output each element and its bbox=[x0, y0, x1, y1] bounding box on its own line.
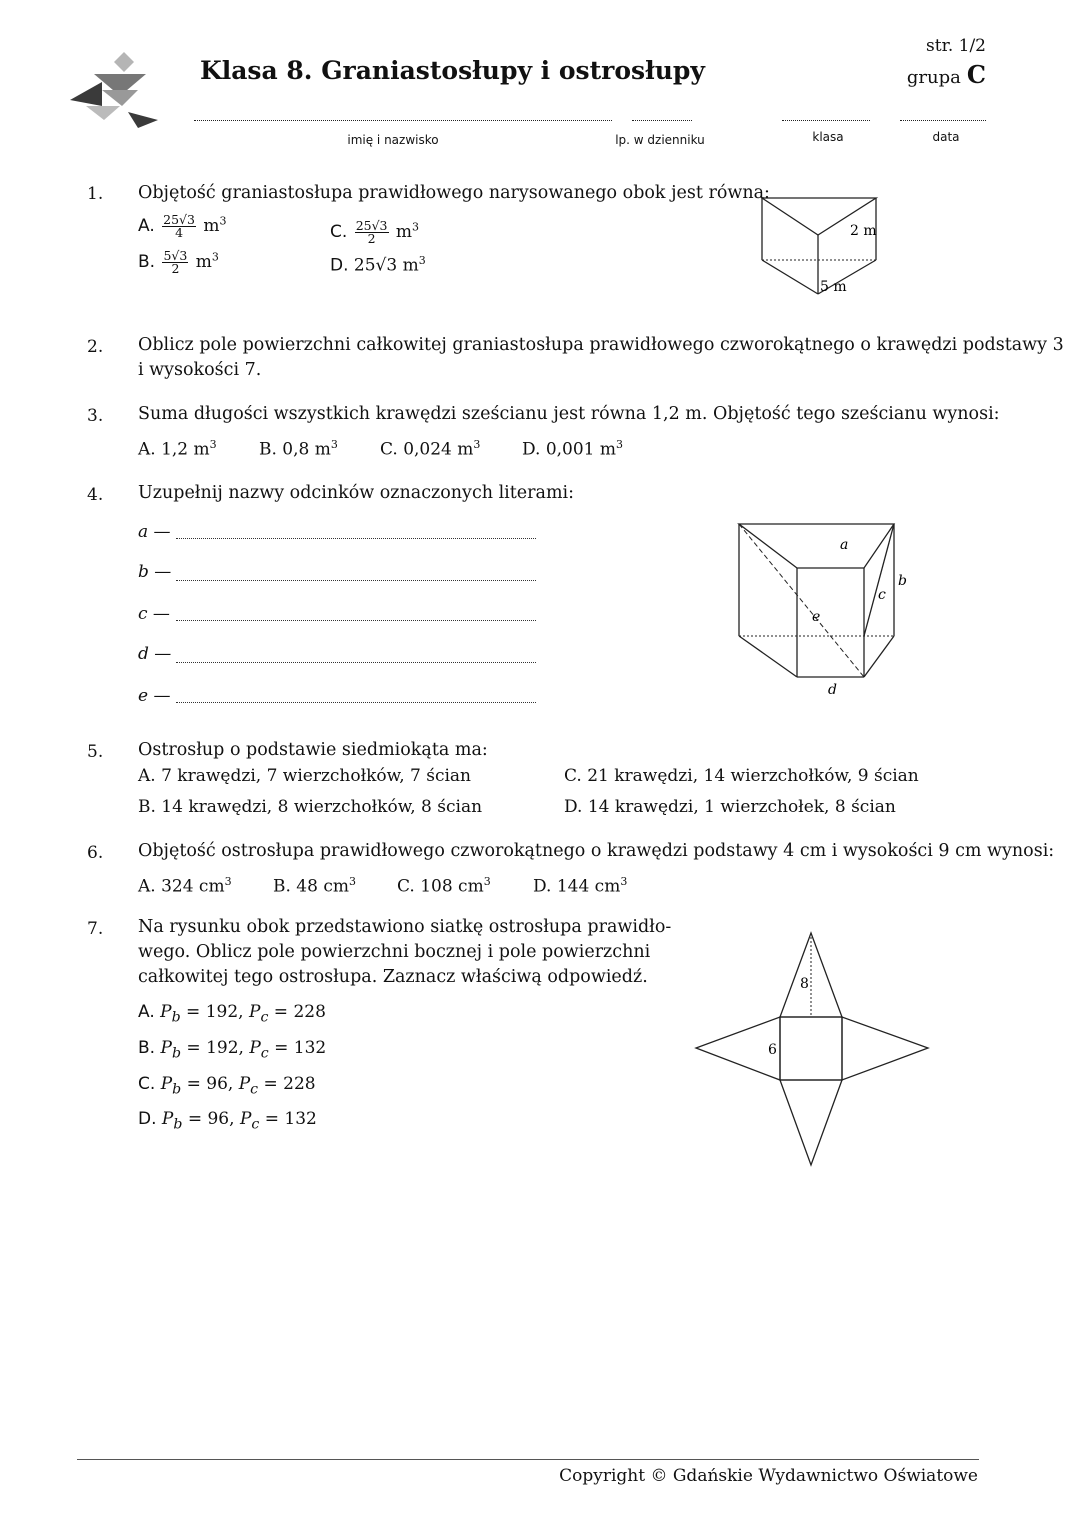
q4-item-b-field[interactable] bbox=[176, 580, 536, 581]
q1-prism-figure bbox=[752, 190, 892, 300]
q3-answer-c[interactable]: C. 0,024 $m^3$ bbox=[380, 438, 481, 460]
date-field-label: data bbox=[932, 130, 960, 144]
q7-line3: całkowitej tego ostrosłupa. Zaznacz właściwą odpowiedź. bbox=[138, 967, 648, 987]
group-value: C bbox=[966, 60, 986, 89]
q1-text: Objętość graniastosłupa prawidłowego narysowanego obok jest równa: bbox=[138, 183, 770, 203]
q7-line1: Na rysunku obok przedstawiono siatkę ostrosłupa prawidło- bbox=[138, 917, 672, 937]
class-field[interactable] bbox=[782, 120, 870, 121]
q7-side-label: 6 bbox=[768, 1042, 777, 1058]
q1-base-label: 5 m bbox=[820, 279, 847, 295]
q3-number: 3. bbox=[87, 406, 104, 426]
q1-height-label: 2 m bbox=[850, 223, 877, 239]
q6-number: 6. bbox=[87, 843, 104, 863]
q3-text: Suma długości wszystkich krawędzi sześcianu jest równa 1,2 m. Objętość tego sześcianu wynosi: bbox=[138, 404, 1000, 424]
date-field[interactable] bbox=[900, 120, 986, 121]
q7-line2: wego. Oblicz pole powierzchni bocznej i pole powierzchni bbox=[138, 942, 651, 962]
q2-line2: i wysokości 7. bbox=[138, 360, 262, 380]
q4-item-c-field[interactable] bbox=[176, 620, 536, 621]
q5-text: Ostrosłup o podstawie siedmiokąta ma: bbox=[138, 740, 488, 760]
name-field[interactable] bbox=[194, 120, 612, 121]
register-number-field[interactable] bbox=[632, 120, 692, 121]
group-label: grupa bbox=[906, 67, 961, 88]
q5-number: 5. bbox=[87, 742, 104, 762]
q5-answer-b[interactable]: B. 14 krawędzi, 8 wierzchołków, 8 ścian bbox=[138, 797, 483, 817]
class-field-label: klasa bbox=[812, 130, 844, 144]
q7-answer-a[interactable]: A. $P_b = 192$, $P_c = 228$ bbox=[138, 1002, 326, 1026]
q4-item-a-label: a — bbox=[138, 522, 171, 542]
q6-answer-b[interactable]: B. 48 $cm^3$ bbox=[273, 875, 356, 897]
q5-answer-a[interactable]: A. 7 krawędzi, 7 wierzchołków, 7 ścian bbox=[138, 766, 471, 786]
q4-item-a-field[interactable] bbox=[176, 538, 536, 539]
q4-number: 4. bbox=[87, 485, 104, 505]
q6-answer-a[interactable]: A. 324 $cm^3$ bbox=[138, 875, 232, 897]
copyright-footer: Copyright © Gdańskie Wydawnictwo Oświatowe bbox=[559, 1466, 978, 1486]
q1-answer-b[interactable]: B. $\frac{5√3}{2}$ $m^3$ bbox=[138, 248, 219, 276]
q4-item-c-label: c — bbox=[138, 604, 170, 624]
q4-item-e-field[interactable] bbox=[176, 702, 536, 703]
q5-answer-c[interactable]: C. 21 krawędzi, 14 wierzchołków, 9 ścian bbox=[564, 766, 919, 786]
q7-number: 7. bbox=[87, 919, 104, 939]
publisher-logo bbox=[68, 50, 160, 130]
q4-label-e: e bbox=[812, 609, 821, 625]
q4-label-a: a bbox=[840, 537, 849, 553]
q4-label-c: c bbox=[878, 587, 886, 603]
q4-item-d-field[interactable] bbox=[176, 662, 536, 663]
q4-item-b-label: b — bbox=[138, 562, 172, 582]
name-field-label: imię i nazwisko bbox=[347, 133, 439, 147]
q3-answer-a[interactable]: A. 1,2 $m^3$ bbox=[138, 438, 217, 460]
q2-line1: Oblicz pole powierzchni całkowitej graniastosłupa prawidłowego czworokątnego o krawędzi podstawy 3 bbox=[138, 335, 1064, 355]
q4-text: Uzupełnij nazwy odcinków oznaczonych literami: bbox=[138, 483, 575, 503]
q7-answer-d[interactable]: D. $P_b = 96$, $P_c = 132$ bbox=[138, 1109, 317, 1133]
q1-answer-c[interactable]: C. $\frac{25√3}{2}$ $m^3$ bbox=[330, 218, 420, 246]
q1-answer-a[interactable]: A. $\frac{25√3}{4}$ $m^3$ bbox=[138, 212, 227, 240]
q6-text: Objętość ostrosłupa prawidłowego czworokątnego o krawędzi podstawy 4 cm i wysokości 9 cm wynosi: bbox=[138, 841, 1055, 861]
q4-prism-figure bbox=[730, 515, 920, 695]
q7-answer-b[interactable]: B. $P_b = 192$, $P_c = 132$ bbox=[138, 1038, 327, 1062]
register-number-label: lp. w dzienniku bbox=[615, 133, 705, 147]
worksheet-title: Klasa 8. Graniastosłupy i ostrosłupy bbox=[200, 56, 705, 85]
q6-answer-c[interactable]: C. 108 $cm^3$ bbox=[397, 875, 491, 897]
q3-answer-d[interactable]: D. 0,001 $m^3$ bbox=[522, 438, 624, 460]
q3-answer-b[interactable]: B. 0,8 $m^3$ bbox=[259, 438, 338, 460]
q1-number: 1. bbox=[87, 184, 104, 204]
q1-answer-d[interactable]: D. 25√3 $m^3$ bbox=[330, 254, 426, 276]
q7-pyramid-net-figure bbox=[690, 925, 935, 1170]
q5-answer-d[interactable]: D. 14 krawędzi, 1 wierzchołek, 8 ścian bbox=[564, 797, 896, 817]
q4-label-b: b bbox=[898, 573, 907, 589]
q2-number: 2. bbox=[87, 337, 104, 357]
q4-item-e-label: e — bbox=[138, 686, 171, 706]
q7-answer-c[interactable]: C. $P_b = 96$, $P_c = 228$ bbox=[138, 1074, 316, 1098]
q4-item-d-label: d — bbox=[138, 644, 172, 664]
q4-label-d: d bbox=[828, 682, 837, 695]
q6-answer-d[interactable]: D. 144 $cm^3$ bbox=[533, 875, 628, 897]
footer-divider bbox=[77, 1459, 979, 1460]
group-indicator bbox=[907, 60, 986, 89]
page-indicator: str. 1/2 bbox=[926, 36, 986, 56]
q7-slant-label: 8 bbox=[800, 976, 809, 992]
